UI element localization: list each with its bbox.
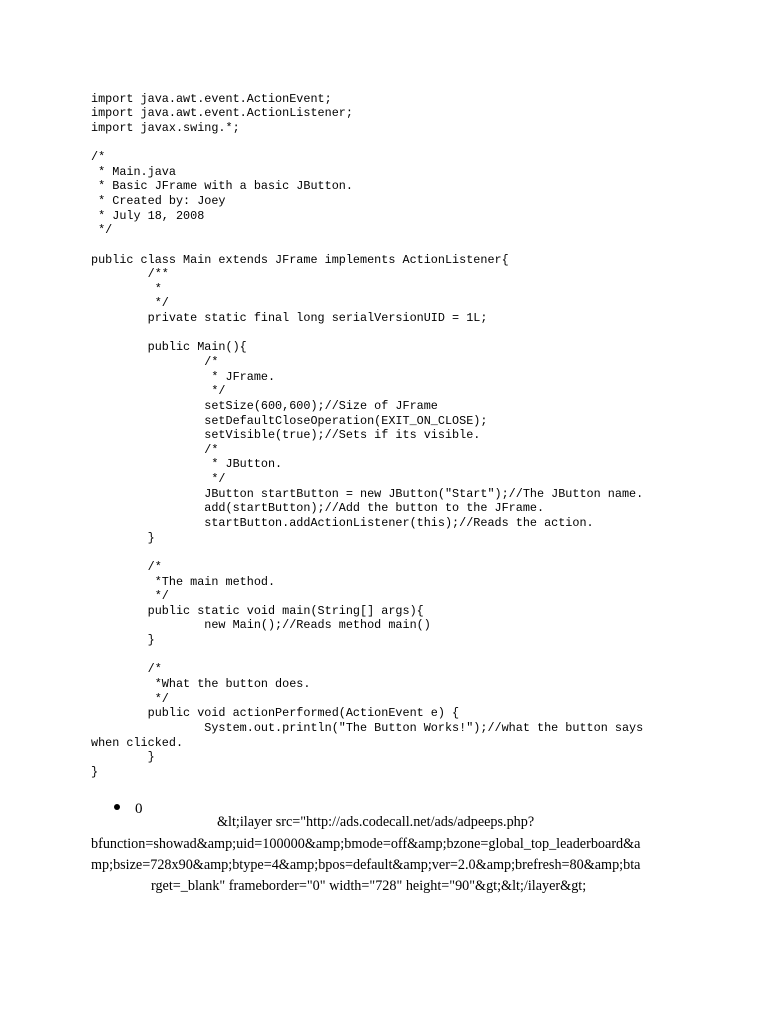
ad-text-line: &lt;ilayer src="http://ads.codecall.net/ads/adpeeps.php? (217, 814, 535, 830)
code-line: private static final long serialVersionUID = 1L; (91, 311, 488, 325)
code-line: public class Main extends JFrame implements ActionListener{ (91, 253, 509, 267)
code-line: } (91, 750, 155, 764)
code-line: /* (91, 150, 106, 164)
code-line: when clicked. (91, 736, 184, 750)
ad-text-line: bfunction=showad&amp;uid=100000&amp;bmode=off&amp;bzone=global_top_leaderboard&a (91, 836, 641, 852)
code-line: /** (91, 267, 169, 281)
code-line: } (91, 633, 155, 647)
code-line: setSize(600,600);//Size of JFrame (91, 399, 438, 413)
code-line: * Created by: Joey (91, 194, 226, 208)
code-line: } (91, 531, 155, 545)
code-line: public Main(){ (91, 340, 247, 354)
code-line: setVisible(true);//Sets if its visible. (91, 428, 481, 442)
code-line: */ (91, 692, 169, 706)
ad-text-line: mp;bsize=728x90&amp;btype=4&amp;bpos=default&amp;ver=2.0&amp;brefresh=80&amp;bta (91, 857, 641, 873)
code-line: */ (91, 472, 226, 486)
code-line: import java.awt.event.ActionListener; (91, 106, 353, 120)
code-line: startButton.addActionListener(this);//Reads the action. (91, 516, 594, 530)
code-line: setDefaultCloseOperation(EXIT_ON_CLOSE); (91, 414, 488, 428)
code-line: * July 18, 2008 (91, 209, 205, 223)
ad-text-line: rget=_blank" frameborder="0" width="728" height="90"&gt;&lt;/ilayer&gt; (151, 878, 587, 894)
code-line: * Basic JFrame with a basic JButton. (91, 179, 353, 193)
code-line: *The main method. (91, 575, 276, 589)
code-line: *What the button does. (91, 677, 311, 691)
code-line: System.out.println("The Button Works!");//what the button says (91, 721, 644, 735)
code-line: * JFrame. (91, 370, 276, 384)
code-line: new Main();//Reads method main() (91, 618, 431, 632)
code-line: } (91, 765, 99, 779)
code-line: * Main.java (91, 165, 176, 179)
code-line: */ (91, 589, 169, 603)
bullet-item-text: 0 (135, 801, 143, 817)
code-line: * (91, 282, 162, 296)
code-line: /* (91, 560, 162, 574)
code-line: add(startButton);//Add the button to the JFrame. (91, 501, 545, 515)
code-line: /* (91, 355, 219, 369)
code-line: public static void main(String[] args){ (91, 604, 424, 618)
code-line: /* (91, 662, 162, 676)
code-line: import javax.swing.*; (91, 121, 240, 135)
code-line: /* (91, 443, 219, 457)
code-line: */ (91, 384, 226, 398)
code-line: import java.awt.event.ActionEvent; (91, 92, 332, 106)
code-line: * JButton. (91, 457, 283, 471)
code-line: */ (91, 296, 169, 310)
code-line: */ (91, 223, 113, 237)
code-line: public void actionPerformed(ActionEvent e) { (91, 706, 460, 720)
code-line: JButton startButton = new JButton("Start");//The JButton name. (91, 487, 644, 501)
bullet-icon (114, 804, 120, 810)
